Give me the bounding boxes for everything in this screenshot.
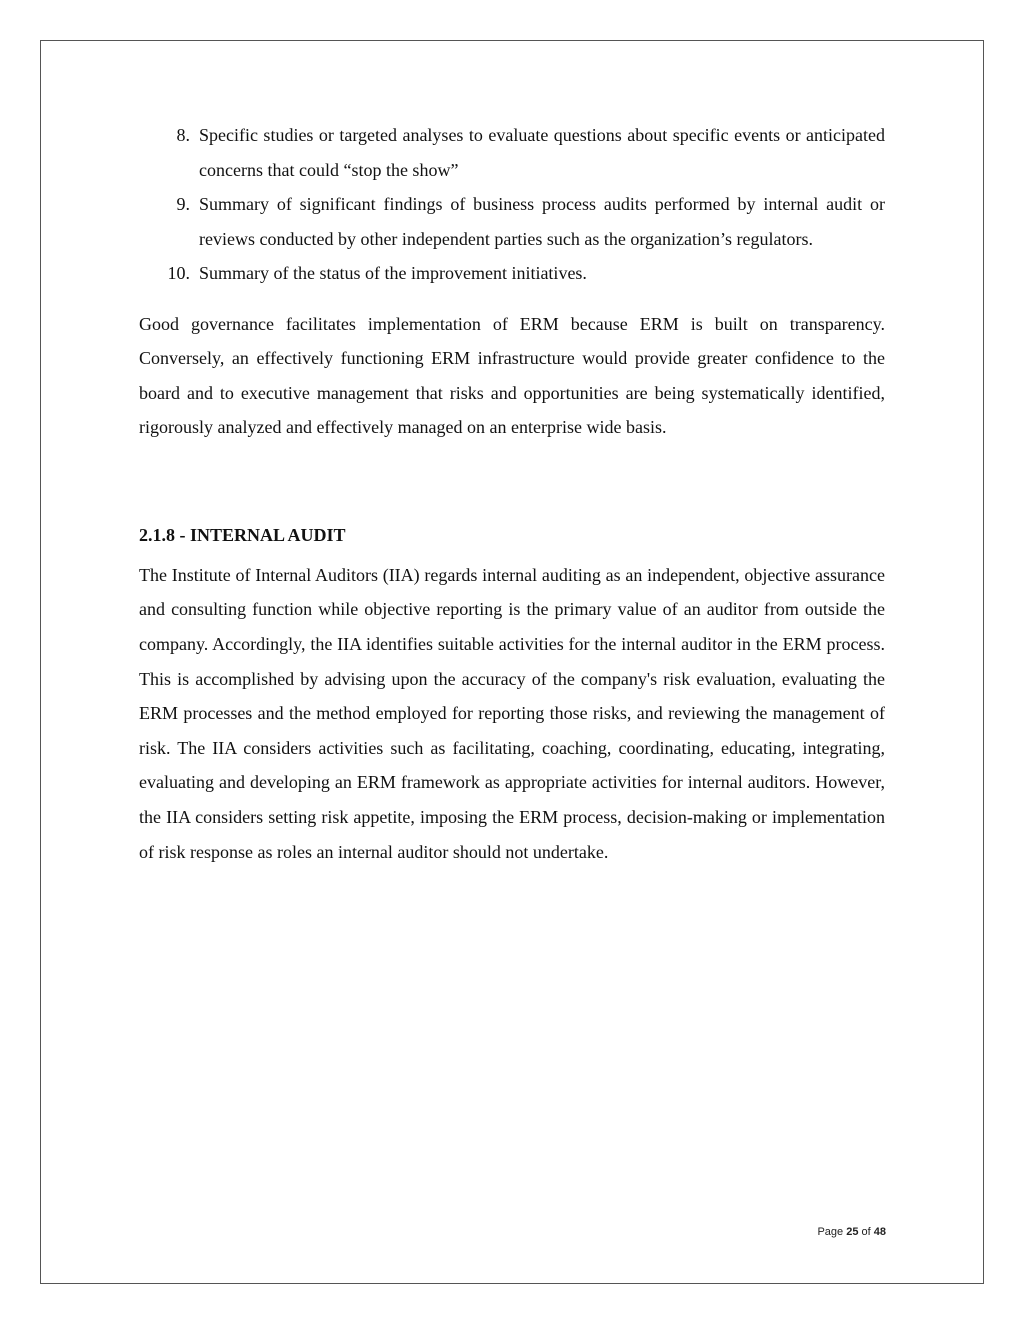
- list-item-text: Specific studies or targeted analyses to evaluate questions about specific events or anticipated concerns that could “stop the show”: [199, 125, 885, 180]
- governance-paragraph: Good governance facilitates implementation of ERM because ERM is built on transparency. Conversely, an effectively functioning ERM infrastructure would provide greater confidence to the board and to executive management that risks and opportunities are being systematically identified, rigorously analyzed and effectively managed on an enterprise wide basis.: [139, 313, 885, 438]
- total-page-count: 48: [873, 1226, 886, 1238]
- page-number-footer: [817, 1226, 886, 1238]
- internal-audit-paragraph: The Institute of Internal Auditors (IIA) regards internal auditing as an independent, objective assurance and consulting function while objective reporting is the primary value of an auditor from outside the company. Accordingly, the IIA identifies suitable activities for the internal auditor in the ERM process. This is accomplished by advising upon the accuracy of the company's risk evaluation, evaluating the ERM processes and the method employed for reporting those risks, and reviewing the management of risk. The IIA considers activities such as facilitating, coaching, coordinating, educating, integrating, evaluating and developing an ERM framework as appropriate activities for internal auditors. However, the IIA considers setting risk appetite, imposing the ERM process, decision-making or implementation of risk response as roles an internal auditor should not undertake.: [139, 564, 885, 862]
- current-page-number: 25: [846, 1226, 859, 1238]
- section-heading: 2.1.8 - INTERNAL AUDIT: [139, 524, 346, 545]
- list-item-text: Summary of significant findings of business process audits performed by internal audit or reviews conducted by other independent parties such as the organization’s regulators.: [199, 194, 885, 249]
- list-item-text: Summary of the status of the improvement initiatives.: [199, 263, 587, 283]
- page-content: [139, 118, 885, 869]
- numbered-list: [139, 118, 885, 291]
- list-item: [139, 256, 885, 291]
- footer-separator: of: [858, 1226, 874, 1238]
- list-item-number: 10.: [167, 263, 190, 283]
- list-item-number: 9.: [176, 194, 190, 214]
- list-item-number: 8.: [176, 125, 190, 145]
- list-item: [139, 118, 885, 187]
- list-item: [139, 187, 885, 256]
- footer-prefix: Page: [817, 1226, 847, 1238]
